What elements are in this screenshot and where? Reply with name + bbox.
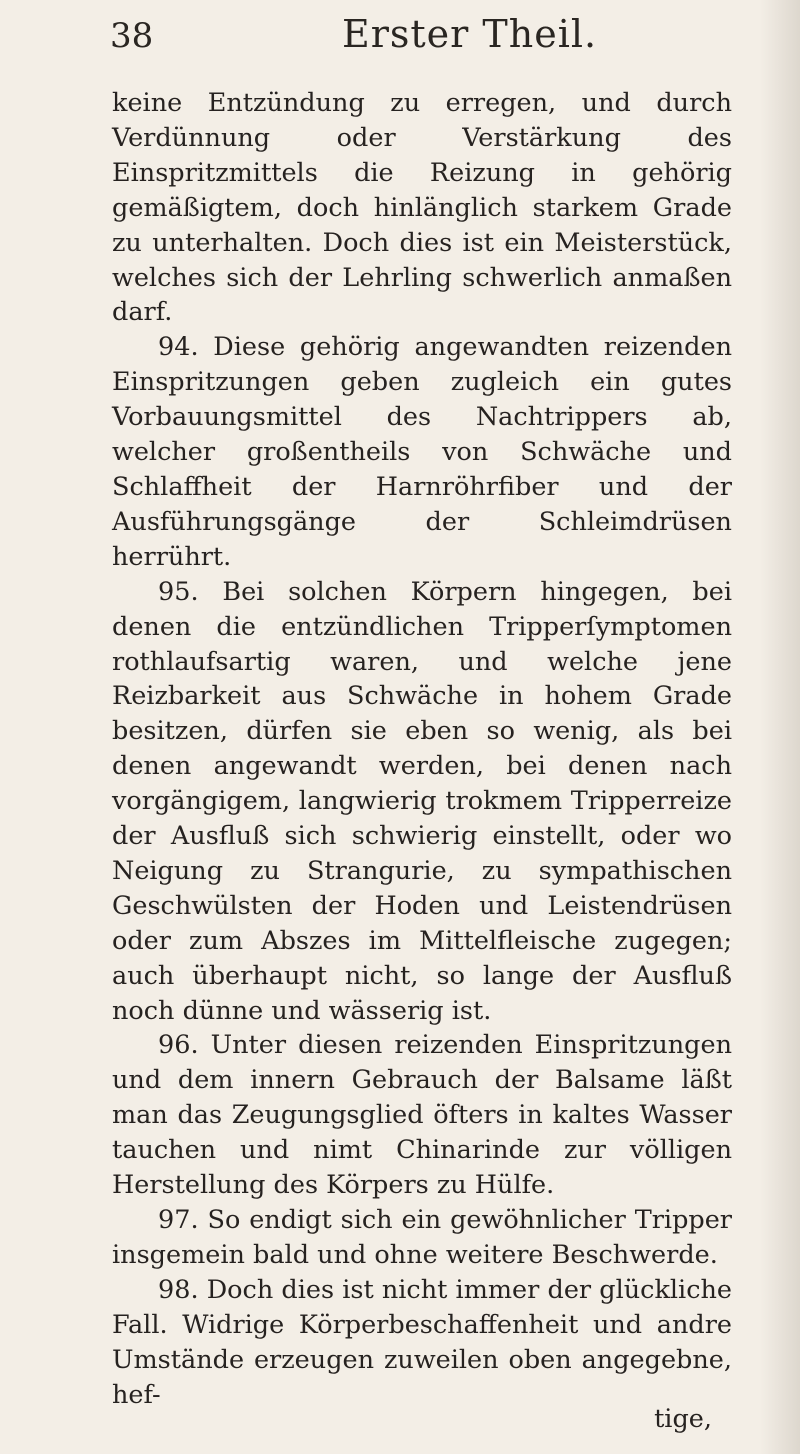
paragraph-text: So endigt sich ein gewöhnlicher Tripper insgemein bald und ohne weitere Beschwerde. [112, 1205, 732, 1270]
paragraph-number: 97. [158, 1205, 199, 1235]
paragraph [112, 575, 732, 1029]
page-header [110, 12, 730, 72]
paragraph [112, 1203, 732, 1273]
paragraph-text: Doch dies ist nicht immer der glückliche Fall. Widrige Körperbeschaffenheit und andre Umstände erzeugen zuweilen oben angegebne, hef- [112, 1274, 732, 1410]
paragraph-number: 95. [158, 576, 199, 607]
paragraph-number: 96. [158, 1030, 199, 1061]
paragraph-text: Diese gehörig angewandten reizenden Einspritzungen geben zugleich ein gutes Vorbauungsmittel des Nachtrippers ab, welcher großentheils von Schwäche und Schlaffheit der Harnröhrfiber und der Ausführungsgänge der Schleimdrüsen herrührt. [112, 332, 733, 572]
body-text [112, 86, 732, 1412]
paragraph [112, 86, 732, 330]
running-head: Erster Theil. [342, 12, 598, 56]
catchword: tige, [654, 1404, 712, 1434]
page-edge-shadow [760, 0, 800, 1454]
page-number: 38 [110, 16, 154, 56]
paragraph-number: 98. [158, 1274, 199, 1305]
paragraph-text: keine Entzündung zu erregen, und durch Verdünnung oder Verstärkung des Einspritzmittels die Reizung in gehörig gemäßigtem, doch hinlänglich starkem Grade zu unterhalten. Doch dies ist ein Meisterstück, welches sich der Lehrling schwerlich anmaßen darf. [112, 88, 732, 328]
paragraph-number: 94. [158, 332, 199, 363]
paragraph [112, 330, 732, 574]
paragraph-text: Unter diesen reizenden Einspritzungen und dem innern Gebrauch der Balsame läßt man das Zeugungsglied öfters in kaltes Wasser tauchen und nimt Chinarinde zur völligen Herstellung des Körpers zu Hülfe. [112, 1030, 732, 1201]
paragraph [112, 1273, 732, 1413]
paragraph [112, 1028, 732, 1203]
paragraph-text: Bei solchen Körpern hingegen, bei denen die entzündlichen Tripperſymptomen rothlaufsartig waren, und welche jene Reizbarkeit aus Schwäche in hohem Grade besitzen, dürfen sie eben so wenig, als bei denen angewandt werden, bei denen nach vorgängigem, langwierig trokmem Tripperreize der Ausfluß sich schwierig einstellt, oder wo Neigung zu Strangurie, zu sympathischen Geschwülsten der Hoden und Leistendrüsen oder zum Abszes im Mittelfleische zugegen; auch überhaupt nicht, so lange der Ausfluß noch dünne und wässerig ist. [112, 576, 732, 1026]
